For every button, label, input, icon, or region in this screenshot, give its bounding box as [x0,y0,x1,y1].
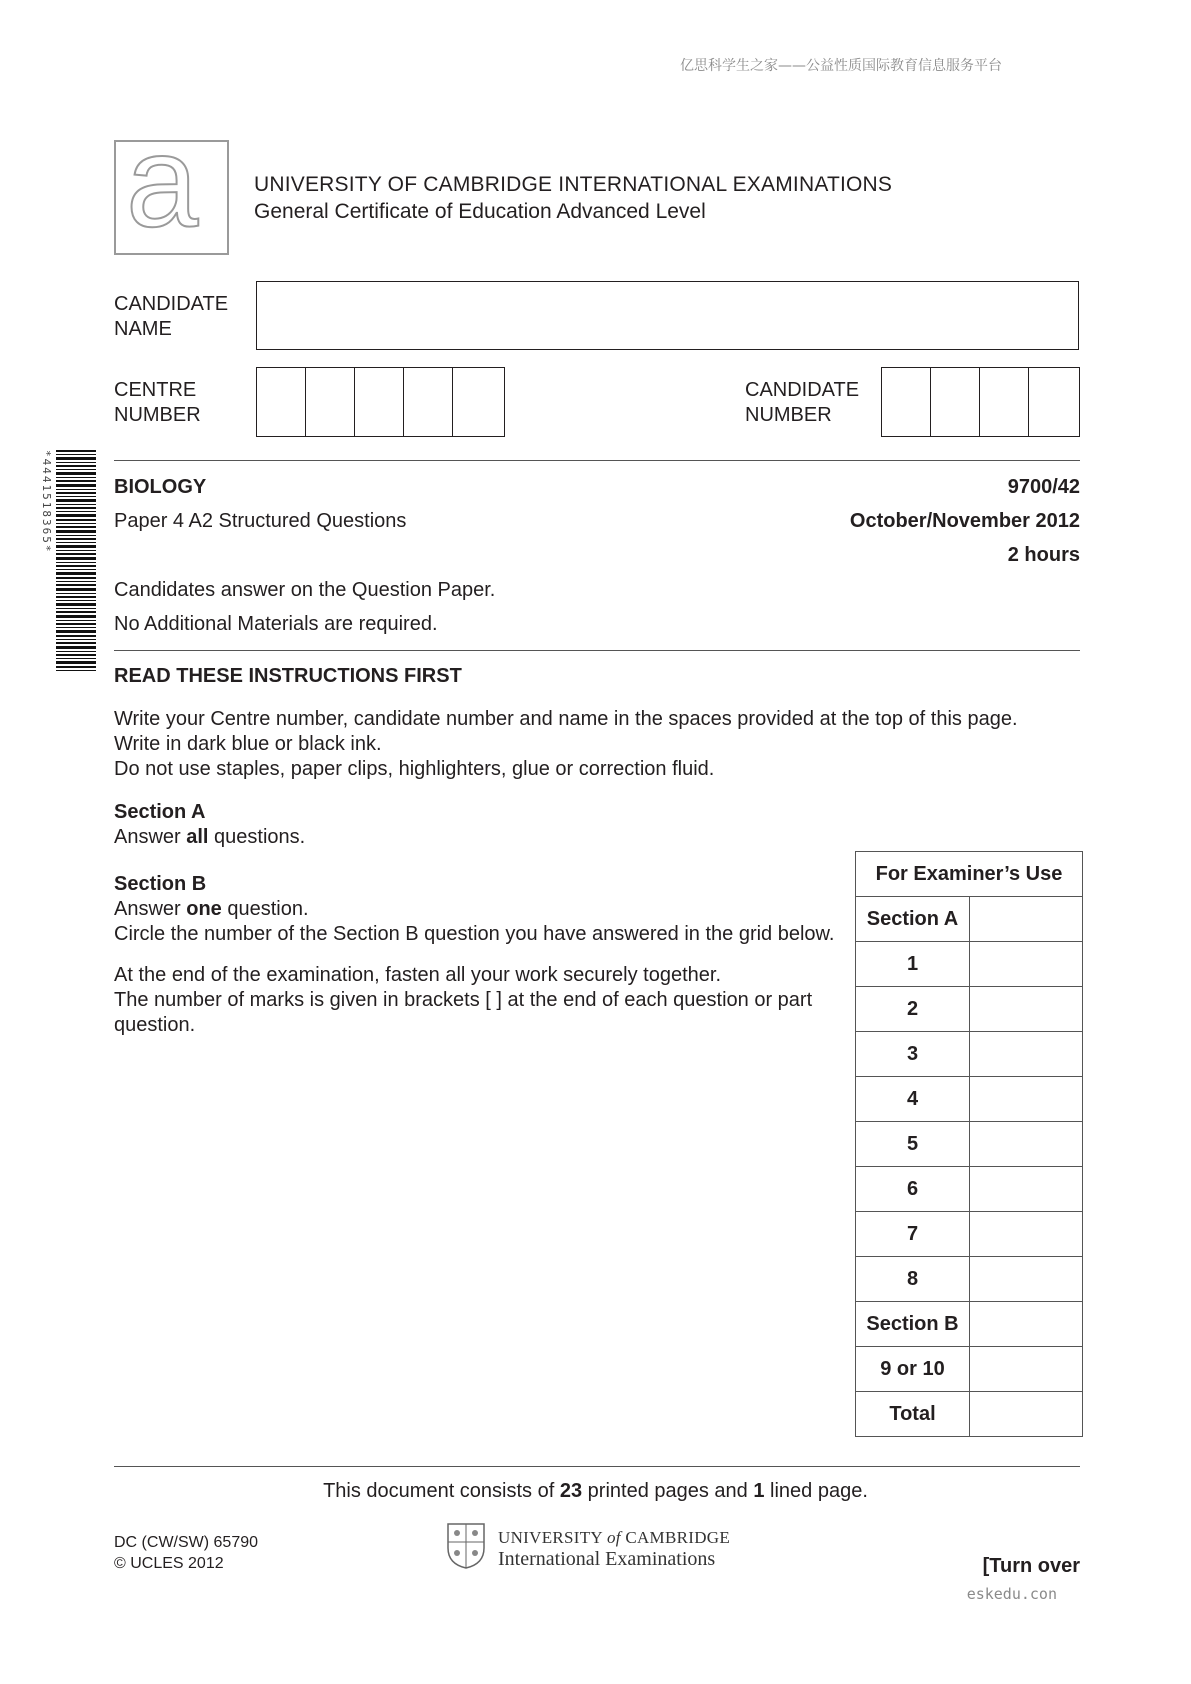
candidate-digit-box[interactable] [1029,368,1078,436]
examiner-table-row [856,1212,1083,1257]
centre-digit-box[interactable] [453,368,502,436]
logo-letter: a [126,108,199,254]
examiner-mark-cell[interactable] [970,987,1083,1032]
end-instruction-line: At the end of the examination, fasten all your work securely together. [114,964,722,986]
centre-digit-box[interactable] [355,368,404,436]
reference-code: DC (CW/SW) 65790 [114,1534,259,1551]
examiner-mark-cell[interactable] [970,1122,1083,1167]
section-a-text [114,825,305,850]
site-watermark: eskedu.con [966,1585,1057,1603]
university-title: UNIVERSITY OF CAMBRIDGE INTERNATIONAL EXAMINATIONS [254,173,893,196]
centre-number-field[interactable] [256,367,505,437]
divider-bottom [114,1466,1080,1467]
section-b-text-emphasis: one [186,898,222,920]
examiner-mark-cell[interactable] [970,942,1083,987]
examiner-mark-cell[interactable] [970,1032,1083,1077]
turn-over: [Turn over [982,1555,1080,1577]
cambridge-wordmark-line2: International Examinations [498,1548,716,1570]
printed-page-count: 23 [559,1480,583,1502]
examiner-row-label: 2 [856,987,970,1032]
subject-title: BIOLOGY [114,476,207,498]
instruction-line: Write in dark blue or black ink. [114,733,382,755]
wordmark-of: of [606,1528,621,1547]
centre-number-label [114,378,201,428]
examiner-use-table [855,851,1083,1437]
examiner-row-label: 8 [856,1257,970,1302]
examiner-row-label: 4 [856,1077,970,1122]
top-watermark: 亿思科学生之家——公益性质国际教育信息服务平台 [680,58,1002,74]
instructions-heading: READ THESE INSTRUCTIONS FIRST [114,665,462,687]
examiner-table-row [856,987,1083,1032]
paper-title: Paper 4 A2 Structured Questions [114,510,407,532]
barcode [40,450,96,678]
section-a-text-post: questions. [208,826,306,848]
page-count-pre: This document consists of [323,1480,560,1502]
cambridge-wordmark [498,1528,730,1571]
instruction-line: Do not use staples, paper clips, highlighters, glue or correction fluid. [114,758,715,780]
examiner-mark-cell[interactable] [970,1077,1083,1122]
examiner-table-row [856,1257,1083,1302]
candidate-name-label-line2: NAME [114,318,172,340]
examiner-table-row [856,1032,1083,1077]
wordmark-university: UNIVERSITY [498,1528,603,1547]
candidate-name-field[interactable] [256,281,1079,350]
examiner-table-row [856,942,1083,987]
exam-duration: 2 hours [1007,544,1080,566]
examiner-table-heading: For Examiner’s Use [856,852,1083,897]
document-reference [114,1532,258,1574]
examiner-table-row [856,1302,1083,1347]
examiner-row-label: 1 [856,942,970,987]
centre-digit-box[interactable] [257,368,306,436]
examiner-row-label: 6 [856,1167,970,1212]
candidate-digit-box[interactable] [882,368,931,436]
examiner-row-label: Total [856,1392,970,1437]
section-b-instructions [114,872,834,947]
wordmark-cambridge: CAMBRIDGE [625,1528,731,1547]
page-count-note [0,1479,1191,1504]
centre-number-label-line1: CENTRE [114,379,197,401]
instruction-line: Write your Centre number, candidate number and name in the spaces provided at the top of this page. [114,708,1018,730]
copyright: © UCLES 2012 [114,1555,224,1572]
qualification-subtitle: General Certificate of Education Advanced Level [254,200,706,223]
examiner-table-row [856,1392,1083,1437]
section-a-instructions [114,800,305,850]
examiner-mark-cell[interactable] [970,1347,1083,1392]
examiner-row-label: Section B [856,1302,970,1347]
examiner-row-label: 9 or 10 [856,1347,970,1392]
exam-session: October/November 2012 [849,510,1080,532]
section-b-text-post: question. [221,898,309,920]
examiner-mark-cell[interactable] [970,1392,1083,1437]
page-count-mid: printed pages and [582,1480,754,1502]
paper-code: 9700/42 [1007,476,1080,498]
section-a-text-pre: Answer [114,826,187,848]
barcode-number: *4441518365* [40,450,53,554]
end-instruction-line: question. [114,1014,196,1036]
candidate-name-label-line1: CANDIDATE [114,293,229,315]
examiner-row-label: Section A [856,897,970,942]
divider-middle [114,650,1080,651]
assessment-logo [114,108,229,255]
examiner-row-label: 3 [856,1032,970,1077]
examiner-table-row [856,1167,1083,1212]
cambridge-crest-icon [446,1522,486,1570]
cambridge-wordmark-line1 [498,1528,730,1548]
section-b-text [114,897,834,922]
candidate-digit-box[interactable] [931,368,980,436]
answer-note: Candidates answer on the Question Paper. [114,579,496,601]
candidate-digit-box[interactable] [980,368,1029,436]
general-instructions [114,707,1044,782]
end-instructions [114,963,844,1038]
examiner-table-row [856,1347,1083,1392]
candidate-number-field[interactable] [881,367,1080,437]
section-a-text-emphasis: all [186,826,209,848]
section-a-heading: Section A [114,801,206,823]
examiner-row-label: 5 [856,1122,970,1167]
centre-number-label-line2: NUMBER [114,404,201,426]
page-count-post: lined page. [764,1480,868,1502]
examiner-mark-cell[interactable] [970,1257,1083,1302]
section-b-grid-note: Circle the number of the Section B question you have answered in the grid below. [114,923,835,945]
examiner-table-row [856,1077,1083,1122]
examiner-mark-cell[interactable] [970,1302,1083,1347]
examiner-mark-cell[interactable] [970,1212,1083,1257]
divider-top [114,460,1080,461]
examiner-table-row [856,897,1083,942]
end-instruction-line: The number of marks is given in brackets [ ] at the end of each question or part [114,989,813,1011]
lined-page-count: 1 [753,1480,765,1502]
examiner-table-row [856,1122,1083,1167]
candidate-number-label-line1: CANDIDATE [745,379,860,401]
centre-digit-box[interactable] [404,368,453,436]
centre-digit-box[interactable] [306,368,355,436]
candidate-number-label [745,378,859,428]
section-b-text-pre: Answer [114,898,187,920]
candidate-name-label [114,292,228,342]
candidate-number-label-line2: NUMBER [745,404,832,426]
examiner-row-label: 7 [856,1212,970,1257]
materials-note: No Additional Materials are required. [114,613,438,635]
examiner-mark-cell[interactable] [970,897,1083,942]
section-b-heading: Section B [114,873,207,895]
examiner-mark-cell[interactable] [970,1167,1083,1212]
